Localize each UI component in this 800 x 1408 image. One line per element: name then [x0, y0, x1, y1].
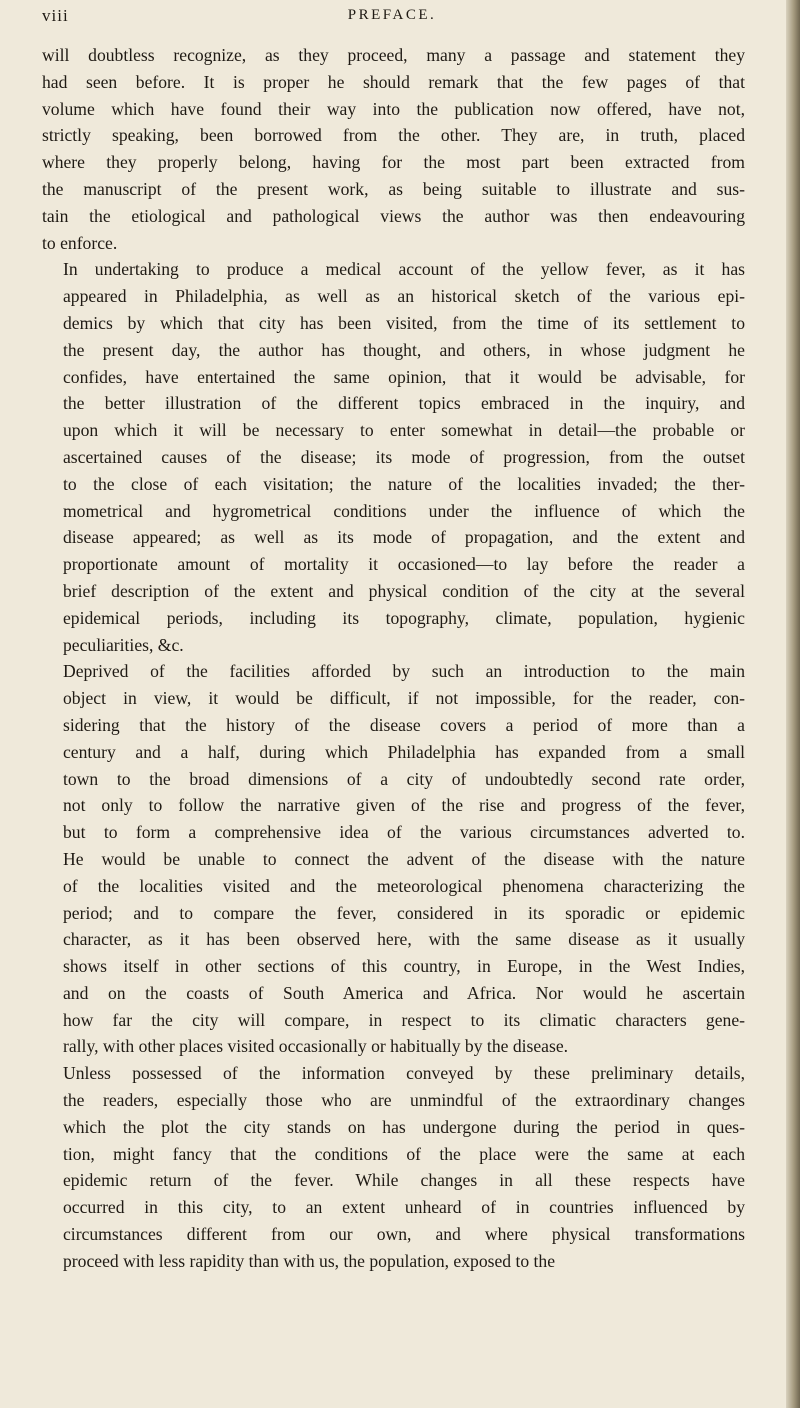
- text-line: the manuscript of the present work, as being suitable to illustrate and sus-: [42, 178, 745, 199]
- text-line: object in view, it would be difficult, if not impossible, for the reader, con-: [63, 688, 745, 709]
- text-line: rally, with other places visited occasionally or habitually by the disease.: [63, 1036, 569, 1057]
- page-number: viii: [42, 6, 69, 25]
- paragraph: [42, 256, 745, 658]
- text-line: of the localities visited and the meteorological phenomena characterizing the: [63, 875, 745, 896]
- paragraph: [42, 42, 745, 256]
- text-line: proportionate amount of mortality it occasioned—to lay before the reader a: [63, 554, 745, 575]
- text-line: had seen before. It is proper he should remark that the few pages of that: [42, 71, 745, 92]
- text-line: demics by which that city has been visited, from the time of its settlement to: [63, 312, 745, 333]
- text-line: century and a half, during which Philadelphia has expanded from a small: [63, 741, 745, 762]
- text-line: volume which have found their way into the publication now offered, have not,: [42, 98, 745, 119]
- text-line: how far the city will compare, in respect to its climatic characters gene-: [63, 1009, 745, 1030]
- text-line: occurred in this city, to an extent unheard of in countries influenced by: [63, 1197, 745, 1218]
- text-line: will doubtless recognize, as they proceed, many a passage and statement they: [42, 45, 745, 65]
- text-line: circumstances different from our own, and where physical transformations: [63, 1224, 745, 1245]
- page-header: [42, 6, 742, 32]
- text-line: Unless possessed of the information conveyed by these preliminary details,: [63, 1063, 745, 1084]
- text-line: tion, might fancy that the conditions of the place were the same at each: [63, 1143, 745, 1164]
- paragraph: [42, 658, 745, 1060]
- body-text: [42, 42, 745, 1275]
- text-line: to enforce.: [42, 232, 118, 253]
- text-line: peculiarities, &c.: [63, 634, 184, 655]
- text-line: disease appeared; as well as its mode of propagation, and the extent and: [63, 527, 745, 548]
- text-line: which the plot the city stands on has undergone during the period in ques-: [63, 1116, 745, 1137]
- text-line: He would be unable to connect the advent of the disease with the nature: [63, 848, 745, 869]
- text-line: Deprived of the facilities afforded by such an introduction to the main: [63, 661, 745, 682]
- text-line: In undertaking to produce a medical account of the yellow fever, as it has: [63, 259, 745, 280]
- text-line: the present day, the author has thought, and others, in whose judgment he: [63, 339, 745, 360]
- text-line: to the close of each visitation; the nature of the localities invaded; the ther-: [63, 473, 745, 494]
- paragraph: [42, 1060, 745, 1274]
- text-line: strictly speaking, been borrowed from the other. They are, in truth, placed: [42, 125, 745, 146]
- text-line: character, as it has been observed here, with the same disease as it usually: [63, 929, 745, 950]
- page-edge-shadow: [786, 0, 800, 1408]
- text-line: epidemic return of the fever. While changes in all these respects have: [63, 1170, 745, 1191]
- text-line: appeared in Philadelphia, as well as an historical sketch of the various epi-: [63, 286, 745, 307]
- text-line: ascertained causes of the disease; its mode of progression, from the outset: [63, 446, 745, 467]
- text-line: confides, have entertained the same opinion, that it would be advisable, for: [63, 366, 745, 387]
- text-line: brief description of the extent and physical condition of the city at the several: [63, 580, 745, 601]
- text-line: town to the broad dimensions of a city of undoubtedly second rate order,: [63, 768, 745, 789]
- running-title: PREFACE.: [347, 7, 437, 23]
- text-line: shows itself in other sections of this country, in Europe, in the West Indies,: [63, 956, 745, 977]
- text-line: not only to follow the narrative given of the rise and progress of the fever,: [63, 795, 745, 816]
- text-line: proceed with less rapidity than with us, the population, exposed to the: [63, 1250, 556, 1271]
- text-line: and on the coasts of South America and Africa. Nor would he ascertain: [63, 982, 745, 1003]
- text-line: where they properly belong, having for the most part been extracted from: [42, 152, 745, 173]
- text-line: but to form a comprehensive idea of the various circumstances adverted to.: [63, 822, 745, 843]
- text-line: the readers, especially those who are unmindful of the extraordinary changes: [63, 1090, 745, 1111]
- text-line: epidemical periods, including its topography, climate, population, hygienic: [63, 607, 745, 628]
- text-line: upon which it will be necessary to enter somewhat in detail—the probable or: [63, 420, 745, 441]
- text-line: sidering that the history of the disease covers a period of more than a: [63, 714, 745, 735]
- text-line: tain the etiological and pathological views the author was then endeavouring: [42, 205, 745, 226]
- text-line: period; and to compare the fever, considered in its sporadic or epidemic: [63, 902, 745, 923]
- text-line: the better illustration of the different topics embraced in the inquiry, and: [63, 393, 745, 414]
- text-line: mometrical and hygrometrical conditions under the influence of which the: [63, 500, 745, 521]
